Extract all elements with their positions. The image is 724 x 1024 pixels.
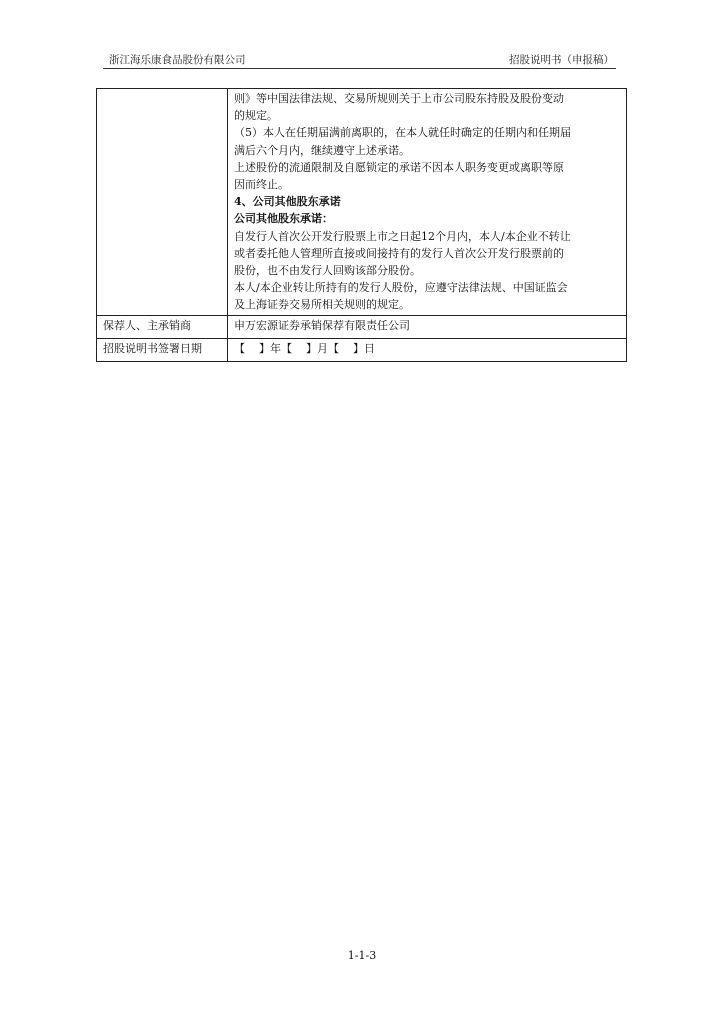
document-type: 招股说明书（申报稿） [509, 54, 614, 66]
company-name: 浙江海乐康食品股份有限公司 [109, 54, 246, 66]
table-row [97, 315, 627, 338]
sponsor-value: 申万宏源证券承销保荐有限责任公司 [228, 315, 627, 338]
prospectus-info-table [96, 88, 627, 362]
section-subheading: 公司其他股东承诺： [234, 212, 333, 226]
commitment-line: 因而终止。 [234, 178, 289, 192]
commitment-label-cell [97, 89, 228, 316]
commitment-line: 或者委托他人管理所直接或间接持有的发行人首次公开发行股票前的 [234, 246, 564, 260]
signing-date-label: 招股说明书签署日期 [97, 338, 228, 361]
commitment-line: 满后六个月内，继续遵守上述承诺。 [234, 143, 410, 157]
signing-date-value: 【 】年【 】月【 】日 [228, 338, 627, 361]
section-heading: 4、公司其他股东承诺 [234, 195, 341, 209]
table-row [97, 89, 627, 316]
commitment-line: 股份，也不由发行人回购该部分股份。 [234, 264, 421, 278]
commitment-line: 本人/本企业转让所持有的发行人股份，应遵守法律法规、中国证监会 [234, 281, 568, 295]
commitment-line: 则》等中国法律法规、交易所规则关于上市公司股东持股及股份变动 [234, 92, 564, 105]
commitment-line: 及上海证券交易所相关规则的规定。 [234, 298, 410, 312]
header-divider [103, 68, 616, 69]
page-number: 1-1-3 [347, 949, 377, 962]
commitment-line: （5）本人在任期届满前离职的，在本人就任时确定的任期内和任期届 [234, 126, 571, 140]
commitment-line: 的规定。 [234, 109, 278, 123]
table-row [97, 338, 627, 361]
commitment-line: 自发行人首次公开发行股票上市之日起12个月内，本人/本企业不转让 [234, 229, 571, 243]
commitment-content-cell [228, 89, 627, 316]
commitment-line: 上述股份的流通限制及自愿锁定的承诺不因本人职务变更或离职等原 [234, 160, 564, 174]
sponsor-label: 保荐人、主承销商 [97, 315, 228, 338]
page-header [103, 52, 616, 68]
